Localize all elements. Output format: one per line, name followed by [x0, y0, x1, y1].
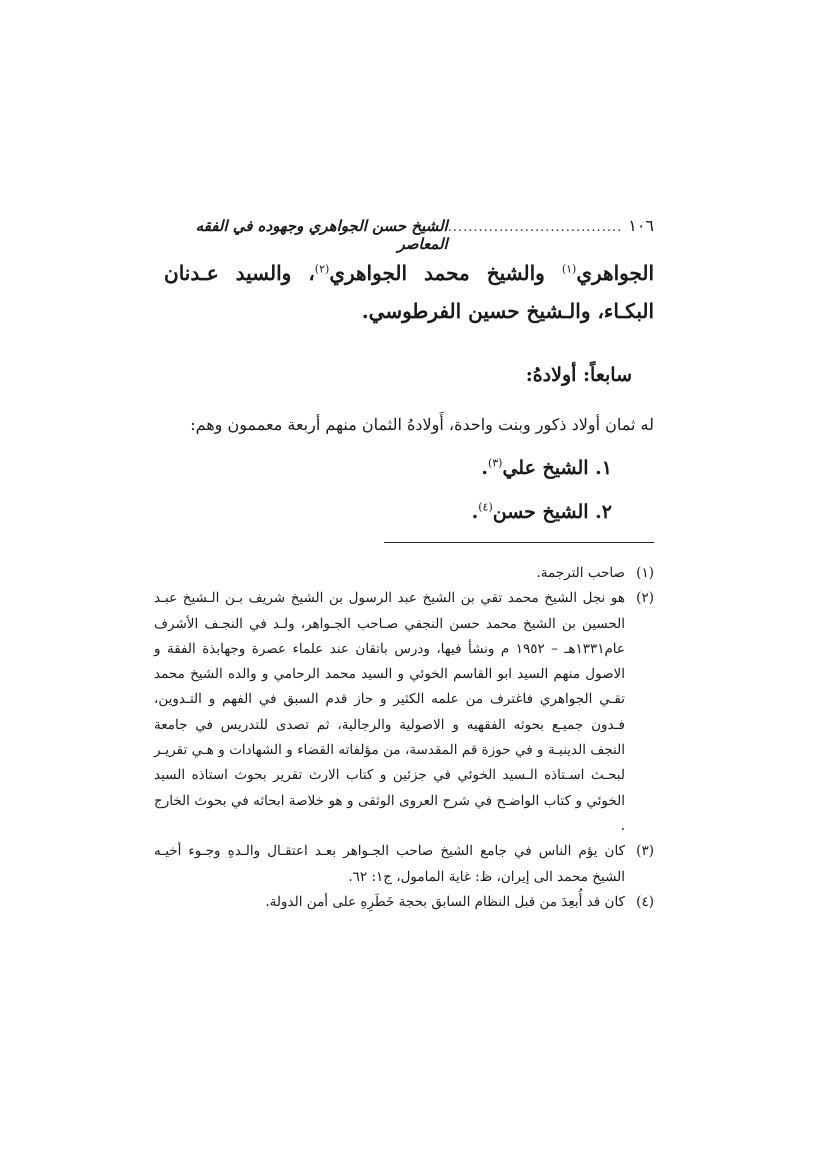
sons-list [472, 446, 612, 534]
son-name: ٢. الشيخ حسن [492, 501, 612, 523]
footnote-number: (٢) [636, 590, 654, 607]
footnote-number: (٤) [636, 893, 654, 910]
footnote-text: كان يؤم الناس في جامع الشيخ صاحب الجـواهر بعـد اعتقـال والـدهِ وجـوء أخيـه الشيخ محمد الى إيران، ظ: غاية المامول، ج١: ٦٢. [154, 843, 625, 885]
body-text-part: والشيخ محمد الجواهري [329, 261, 562, 285]
section-heading: سابعاً: أولادهُ: [525, 364, 632, 386]
body-text-part: الجواهري [576, 261, 655, 285]
footnote-ref: (٢) [314, 262, 330, 276]
footnote [154, 890, 654, 915]
footnote-text: هو نجل الشيخ محمد تقي بن الشيخ عبد الرسول بن الشيخ شريف بـن الـشيخ عبـد الحسين بن الشيخ محمد حسن النجفي صـاحب الجـواهر، ولـد في النجـف الأشرف عام١٣٣١هـ – ١٩٥٢ م ونشأ فيها، ودرس باتقان عند علماء عصرة وجهابذة الفقة و الاصول منهم السيد ابو القاسم الخوئي و السيد محمد الرحامي و والده الشيخ محمد تقـي الجواهري فاغترف من علمه الكثير و حاز قدم السبق في الفهم و التـدوين، فـدون جميـع بحوثه الفقهيه و الاصولية والرجالية، ثم تصدى للتدريس في جامعة النجف الدينيـة و في حوزة قم المقدسة، من مؤلفاته القضاء و الشهادات و هـي تقريـر لبحـث اسـتاذه الـسيد الخوئي في جزئين و كتاب الارث تقرير بحوث استاذه السيد الخوئي و كتاب الواضـح في شرح العروى الوثقى و هو خلاصة ابحاثه في بحوث الخارج . [154, 590, 625, 834]
footnote-ref: (٤) [478, 500, 493, 514]
footnote-number: (١) [636, 565, 654, 581]
son-name: ١. الشيخ علي [502, 457, 612, 479]
list-item [472, 490, 612, 534]
body-text-part: ، والسيد عـدنان البكـاء، والـشيخ حسين الفرطوسي. [164, 261, 654, 323]
footnote [154, 839, 654, 890]
footnote-number: (٣) [636, 843, 654, 860]
footnote [154, 586, 654, 839]
list-item-end: . [481, 457, 488, 479]
children-intro: له ثمان أولاد ذكور وبنت واحدة، أَولادهُ الثمان منهم أربعة معممون وهم: [190, 415, 654, 434]
footnote-divider [384, 542, 654, 543]
footnote-ref: (٣) [487, 456, 503, 470]
footnotes [154, 561, 654, 915]
list-item-end: . [471, 501, 479, 523]
list-item [472, 446, 612, 490]
running-title: الشيخ حسن الجواهري وجهوده في الفقه المعاصر [195, 217, 448, 253]
page-header [172, 216, 654, 253]
page-number: ١٠٦ [628, 216, 654, 235]
footnote [154, 561, 654, 586]
footnote-text: كان قد أُبعِدَ من قبل النظام السابق بحجة خَطَرِهِ على أمن الدولة. [265, 893, 625, 910]
footnote-text: صاحب الترجمة. [536, 565, 625, 581]
body-paragraph [164, 254, 654, 330]
header-leader-dots: .................................. [447, 220, 623, 235]
footnote-ref: (١) [561, 262, 577, 276]
